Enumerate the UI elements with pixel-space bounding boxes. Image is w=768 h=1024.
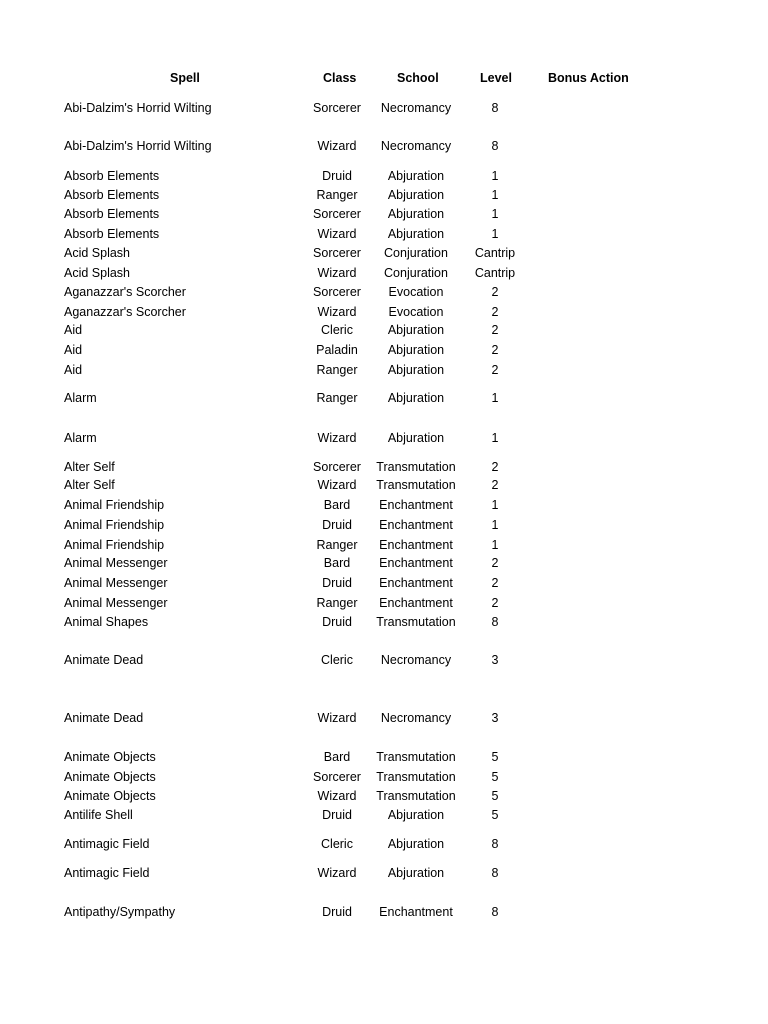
school-cell: Enchantment: [379, 538, 453, 552]
spell-cell: Animate Objects: [64, 770, 156, 784]
table-row: [0, 788, 768, 804]
spell-cell: Alarm: [64, 391, 97, 405]
class-cell: Druid: [322, 808, 352, 822]
level-cell: 1: [491, 518, 499, 532]
header-level: Level: [480, 71, 512, 85]
school-cell: Transmutation: [376, 478, 456, 492]
class-cell: Wizard: [317, 266, 357, 280]
table-row: [0, 187, 768, 203]
table-row: [0, 245, 768, 261]
class-cell: Wizard: [317, 305, 357, 319]
spell-cell: Abi-Dalzim's Horrid Wilting: [64, 139, 212, 153]
table-row: [0, 575, 768, 591]
table-row: [0, 614, 768, 630]
spell-cell: Acid Splash: [64, 246, 131, 260]
spell-cell: Absorb Elements: [64, 227, 160, 241]
level-cell: 5: [491, 770, 499, 784]
spell-cell: Aid: [64, 363, 83, 377]
spell-cell: Alter Self: [64, 460, 115, 474]
table-row: [0, 265, 768, 281]
school-cell: Conjuration: [384, 266, 448, 280]
school-cell: Abjuration: [387, 169, 445, 183]
level-cell: 5: [491, 808, 499, 822]
table-row: [0, 226, 768, 242]
spell-cell: Absorb Elements: [64, 169, 160, 183]
class-cell: Sorcerer: [313, 101, 361, 115]
school-cell: Abjuration: [387, 431, 445, 445]
class-cell: Wizard: [317, 789, 357, 803]
level-cell: 1: [491, 169, 499, 183]
class-cell: Cleric: [321, 837, 353, 851]
spell-cell: Aganazzar's Scorcher: [64, 305, 186, 319]
class-cell: Wizard: [317, 227, 357, 241]
school-cell: Transmutation: [376, 615, 456, 629]
school-cell: Conjuration: [384, 246, 448, 260]
class-cell: Ranger: [316, 596, 358, 610]
table-row: [0, 555, 768, 571]
class-cell: Sorcerer: [313, 285, 361, 299]
level-cell: 2: [491, 323, 499, 337]
school-cell: Transmutation: [376, 789, 456, 803]
level-cell: 2: [491, 556, 499, 570]
table-row: [0, 168, 768, 184]
school-cell: Enchantment: [379, 576, 453, 590]
level-cell: 1: [491, 207, 499, 221]
school-cell: Abjuration: [387, 837, 445, 851]
table-row: [0, 206, 768, 222]
class-cell: Druid: [322, 905, 352, 919]
school-cell: Abjuration: [387, 391, 445, 405]
table-row: [0, 322, 768, 338]
level-cell: 2: [491, 343, 499, 357]
level-cell: 8: [491, 615, 499, 629]
table-row: [0, 836, 768, 852]
spell-cell: Antimagic Field: [64, 866, 150, 880]
spell-cell: Animal Friendship: [64, 518, 165, 532]
class-cell: Cleric: [321, 323, 353, 337]
school-cell: Transmutation: [376, 750, 456, 764]
class-cell: Sorcerer: [313, 770, 361, 784]
school-cell: Abjuration: [387, 207, 445, 221]
school-cell: Necromancy: [380, 139, 452, 153]
table-row: [0, 517, 768, 533]
level-cell: 8: [491, 905, 499, 919]
table-row: [0, 807, 768, 823]
spell-cell: Alarm: [64, 431, 97, 445]
spell-cell: Animal Friendship: [64, 538, 165, 552]
school-cell: Abjuration: [387, 363, 445, 377]
spell-cell: Animal Shapes: [64, 615, 149, 629]
spell-cell: Antipathy/Sympathy: [64, 905, 176, 919]
class-cell: Wizard: [317, 478, 357, 492]
table-row: [0, 342, 768, 358]
level-cell: 2: [491, 596, 499, 610]
spell-cell: Animal Friendship: [64, 498, 165, 512]
level-cell: Cantrip: [474, 266, 516, 280]
spell-cell: Alter Self: [64, 478, 115, 492]
class-cell: Wizard: [317, 711, 357, 725]
spell-cell: Aganazzar's Scorcher: [64, 285, 186, 299]
class-cell: Cleric: [321, 653, 353, 667]
level-cell: 8: [491, 866, 499, 880]
level-cell: 3: [491, 711, 499, 725]
class-cell: Bard: [323, 556, 351, 570]
table-row: [0, 138, 768, 154]
level-cell: 2: [491, 285, 499, 299]
school-cell: Transmutation: [376, 460, 456, 474]
class-cell: Wizard: [317, 139, 357, 153]
school-cell: Abjuration: [387, 323, 445, 337]
school-cell: Necromancy: [380, 101, 452, 115]
school-cell: Abjuration: [387, 227, 445, 241]
table-row: [0, 497, 768, 513]
table-row: [0, 284, 768, 300]
school-cell: Necromancy: [380, 653, 452, 667]
class-cell: Wizard: [317, 431, 357, 445]
level-cell: 3: [491, 653, 499, 667]
table-row: [0, 430, 768, 446]
class-cell: Ranger: [316, 188, 358, 202]
spell-cell: Antimagic Field: [64, 837, 150, 851]
class-cell: Druid: [322, 518, 352, 532]
header-bonus-action: Bonus Action: [548, 71, 629, 85]
spell-cell: Acid Splash: [64, 266, 131, 280]
spell-cell: Aid: [64, 343, 83, 357]
level-cell: 1: [491, 498, 499, 512]
level-cell: 2: [491, 305, 499, 319]
class-cell: Ranger: [316, 363, 358, 377]
school-cell: Abjuration: [387, 866, 445, 880]
table-row: [0, 304, 768, 320]
spell-cell: Animate Objects: [64, 789, 156, 803]
school-cell: Evocation: [388, 305, 444, 319]
level-cell: 5: [491, 750, 499, 764]
level-cell: 2: [491, 478, 499, 492]
class-cell: Sorcerer: [313, 246, 361, 260]
school-cell: Enchantment: [379, 518, 453, 532]
school-cell: Evocation: [388, 285, 444, 299]
class-cell: Druid: [322, 169, 352, 183]
spell-cell: Aid: [64, 323, 83, 337]
school-cell: Abjuration: [387, 343, 445, 357]
table-row: [0, 100, 768, 116]
spell-cell: Absorb Elements: [64, 188, 160, 202]
school-cell: Enchantment: [379, 905, 453, 919]
level-cell: 8: [491, 837, 499, 851]
class-cell: Bard: [323, 498, 351, 512]
level-cell: 1: [491, 188, 499, 202]
table-row: [0, 362, 768, 378]
school-cell: Enchantment: [379, 556, 453, 570]
class-cell: Ranger: [316, 391, 358, 405]
school-cell: Abjuration: [387, 808, 445, 822]
level-cell: 1: [491, 227, 499, 241]
school-cell: Abjuration: [387, 188, 445, 202]
level-cell: 5: [491, 789, 499, 803]
class-cell: Bard: [323, 750, 351, 764]
spell-cell: Antilife Shell: [64, 808, 133, 822]
level-cell: Cantrip: [474, 246, 516, 260]
spell-cell: Animate Dead: [64, 711, 144, 725]
table-row: [0, 749, 768, 765]
table-row: [0, 710, 768, 726]
table-row: [0, 459, 768, 475]
level-cell: 1: [491, 538, 499, 552]
school-cell: Enchantment: [379, 596, 453, 610]
header-school: School: [397, 71, 439, 85]
level-cell: 2: [491, 460, 499, 474]
table-row: [0, 390, 768, 406]
spell-cell: Animal Messenger: [64, 576, 168, 590]
table-row: [0, 652, 768, 668]
spell-cell: Absorb Elements: [64, 207, 160, 221]
level-cell: 8: [491, 101, 499, 115]
level-cell: 2: [491, 576, 499, 590]
header-spell: Spell: [170, 71, 200, 85]
level-cell: 2: [491, 363, 499, 377]
spell-cell: Abi-Dalzim's Horrid Wilting: [64, 101, 212, 115]
table-row: [0, 865, 768, 881]
class-cell: Wizard: [317, 866, 357, 880]
school-cell: Necromancy: [380, 711, 452, 725]
spell-cell: Animal Messenger: [64, 596, 168, 610]
table-row: [0, 537, 768, 553]
header-class: Class: [323, 71, 357, 85]
spell-cell: Animal Messenger: [64, 556, 168, 570]
class-cell: Paladin: [316, 343, 358, 357]
table-row: [0, 595, 768, 611]
school-cell: Transmutation: [376, 770, 456, 784]
level-cell: 1: [491, 431, 499, 445]
spell-cell: Animate Dead: [64, 653, 144, 667]
class-cell: Ranger: [316, 538, 358, 552]
level-cell: 1: [491, 391, 499, 405]
school-cell: Enchantment: [379, 498, 453, 512]
table-row: [0, 904, 768, 920]
level-cell: 8: [491, 139, 499, 153]
class-cell: Druid: [322, 615, 352, 629]
class-cell: Druid: [322, 576, 352, 590]
spell-cell: Animate Objects: [64, 750, 156, 764]
class-cell: Sorcerer: [313, 207, 361, 221]
table-row: [0, 769, 768, 785]
table-row: [0, 477, 768, 493]
class-cell: Sorcerer: [313, 460, 361, 474]
